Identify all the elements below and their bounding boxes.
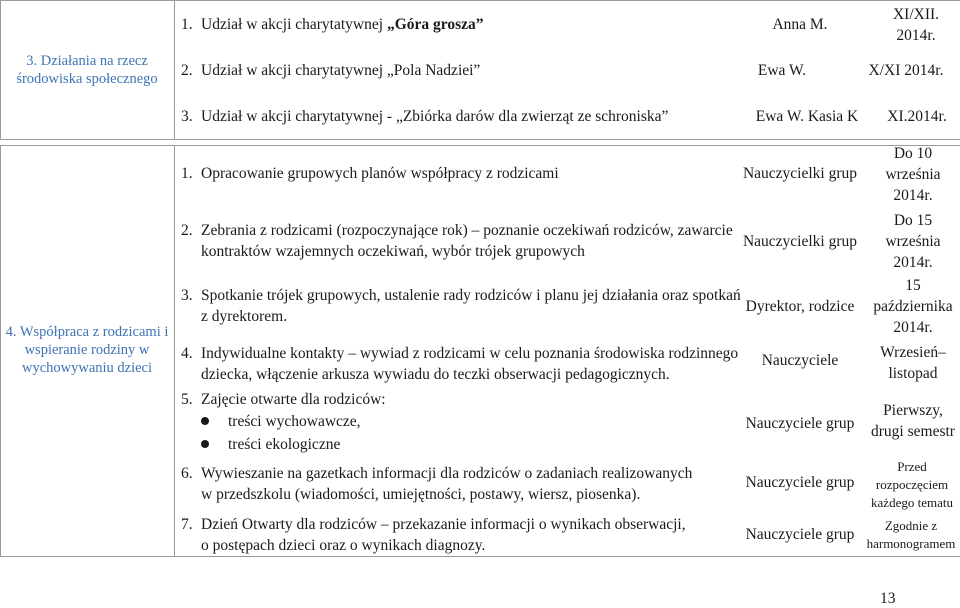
task-row <box>181 220 733 262</box>
deadline <box>862 517 960 553</box>
deadline: XI.2014r. <box>887 108 947 125</box>
task-row <box>181 14 484 35</box>
task-number: 2. <box>181 222 193 239</box>
task-text: Zebrania z rodzicami (rozpoczynające rok) – poznanie oczekiwań rodziców, zawarcie <box>201 222 733 239</box>
task-row <box>181 514 686 556</box>
responsible-person: Nauczycielki grup <box>742 165 858 182</box>
task-text-bold: „Góra grosza” <box>386 16 484 33</box>
bullet-text: treści wychowawcze, <box>228 413 361 430</box>
deadline-line: 2014r. <box>893 187 933 204</box>
deadline-line: XI/XII. <box>892 6 940 23</box>
deadline-line: listopad <box>888 365 938 382</box>
page-number: 13 <box>880 590 896 607</box>
task-text: Zajęcie otwarte dla rodziców: <box>201 391 386 408</box>
table-rule <box>0 0 1 140</box>
task-text: z dyrektorem. <box>201 308 288 325</box>
responsible-person: Nauczyciele grup <box>745 474 855 491</box>
deadline-line: 15 <box>905 277 921 294</box>
deadline: X/XI 2014r. <box>868 62 944 79</box>
deadline <box>866 400 960 442</box>
responsible-person: Nauczyciele <box>761 352 839 369</box>
task-text: kontraktów wzajemnych oczekiwań, wybór trójek grupowych <box>201 243 585 260</box>
deadline-line: 2014r. <box>893 254 933 271</box>
task-text: Dzień Otwarty dla rodziców – przekazanie informacji o wynikach obserwacji, <box>201 516 686 533</box>
responsible-person: Ewa W. Kasia K <box>755 108 859 125</box>
task-row <box>181 163 559 184</box>
task-number: 6. <box>181 465 193 482</box>
task-row <box>181 463 692 505</box>
task-row <box>181 60 480 81</box>
task-number: 3. <box>181 108 193 125</box>
deadline-line: Przed <box>897 459 927 474</box>
table-rule <box>0 145 1 557</box>
task-text: w przedszkolu (wiadomości, umiejętności, postawy, wiersz, piosenka). <box>201 486 641 503</box>
task-text: o postępach dzieci oraz o wynikach diagnozy. <box>201 537 486 554</box>
task-row <box>181 389 386 410</box>
responsible-person: Anna M. <box>772 16 828 33</box>
task-text: Udział w akcji charytatywnej - „Zbiórka darów dla zwierząt ze schroniska” <box>201 108 669 125</box>
task-row <box>181 285 741 327</box>
table-rule <box>0 0 960 1</box>
task-row <box>181 106 668 127</box>
deadline <box>876 4 956 46</box>
deadline <box>870 143 956 206</box>
responsible-person: Nauczyciele grup <box>745 415 855 432</box>
table-rule <box>174 145 175 557</box>
responsible-person: Nauczyciele grup <box>745 526 855 543</box>
task-number: 3. <box>181 287 193 304</box>
deadline <box>866 275 960 338</box>
deadline <box>870 210 956 273</box>
table-rule <box>0 139 960 140</box>
deadline-line: Zgodnie z <box>884 518 938 533</box>
deadline-line: 2014r. <box>893 319 933 336</box>
deadline-line: Pierwszy, <box>883 402 943 419</box>
bullet-text: treści ekologiczne <box>228 436 341 453</box>
deadline-line: Wrzesień– <box>880 344 946 361</box>
bullet-icon <box>201 440 209 448</box>
deadline <box>870 342 956 384</box>
bullet-icon <box>201 417 209 425</box>
responsible-person: Ewa W. <box>757 62 807 79</box>
task-number: 2. <box>181 62 193 79</box>
task-text: Wywieszanie na gazetkach informacji dla rodziców o zadaniach realizowanych <box>201 465 693 482</box>
deadline-line: drugi semestr <box>871 423 955 440</box>
task-text: Spotkanie trójek grupowych, ustalenie rady rodziców i planu jej działania oraz spotkań <box>201 287 741 304</box>
task-row <box>181 343 738 385</box>
task-number: 1. <box>181 16 193 33</box>
deadline-line: każdego tematu <box>871 495 953 510</box>
task-text: dziecka, włączenie arkusza wywiadu do teczki obserwacji pedagogicznych. <box>201 366 670 383</box>
deadline-line: września <box>885 233 941 250</box>
bullet-list <box>201 410 361 456</box>
task-number: 7. <box>181 516 193 533</box>
task-text: Opracowanie grupowych planów współpracy z rodzicami <box>201 165 559 182</box>
task-text: Udział w akcji charytatywnej „Pola Nadziei” <box>201 62 481 79</box>
deadline <box>864 458 960 512</box>
table-rule <box>174 0 175 140</box>
deadline-line: rozpoczęciem <box>875 477 949 492</box>
task-text: Indywidualne kontakty – wywiad z rodzicami w celu poznania środowiska rodzinnego <box>201 345 739 362</box>
deadline-line: Do 15 <box>893 212 933 229</box>
table-rule <box>0 556 960 557</box>
task-number: 1. <box>181 165 193 182</box>
deadline-line: września <box>885 166 941 183</box>
section-title: 3. Działania na rzecz środowiska społecznego <box>16 53 158 87</box>
deadline-line: Do 10 <box>893 145 933 162</box>
bullet-item <box>201 433 361 456</box>
task-number: 5. <box>181 391 193 408</box>
table-rule <box>0 145 960 146</box>
task-text: Udział w akcji charytatywnej <box>201 16 387 33</box>
deadline-line: października <box>873 298 953 315</box>
deadline-line: 2014r. <box>896 27 936 44</box>
task-number: 4. <box>181 345 193 362</box>
responsible-person: Nauczycielki grup <box>742 233 858 250</box>
section-title: 4. Współpraca z rodzicami i wspieranie rodziny w wychowywaniu dzieci <box>5 324 169 376</box>
responsible-person: Dyrektor, rodzice <box>745 298 855 315</box>
deadline-line: harmonogramem <box>866 536 956 551</box>
bullet-item <box>201 410 361 433</box>
